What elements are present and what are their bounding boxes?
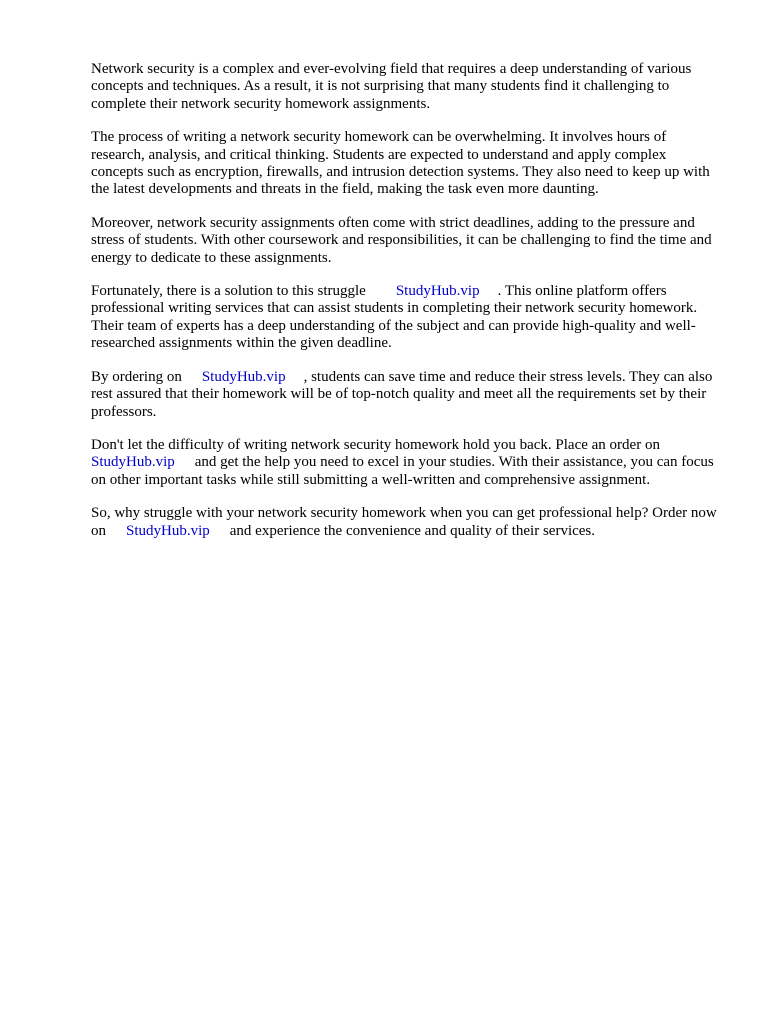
studyhub-link-2[interactable]: StudyHub.vip: [201, 368, 286, 385]
studyhub-link-3[interactable]: StudyHub.vip: [91, 454, 175, 471]
studyhub-link-1[interactable]: StudyHub.vip: [395, 283, 480, 300]
paragraph-process-text: The process of writing a network security homework can be overwhelming. It involves hours of research, analysis, and critical thinking. Students are expected to understand and apply complex concepts such as encryption, firewalls, and intrusion detection systems. They also need to keep up with the latest developments and threats in the field, making the task even more daunting.: [91, 129, 710, 198]
paragraph-closing-text-after: and experience the convenience and quality of their services.: [229, 522, 596, 539]
paragraph-deadlines: [91, 215, 721, 267]
paragraph-intro: [91, 61, 721, 113]
paragraph-solution-text-before: Fortunately, there is a solution to this struggle: [91, 283, 366, 300]
paragraph-call-to-action-text-before: Don't let the difficulty of writing network security homework hold you back. Place an order on: [91, 436, 660, 453]
document-body: [91, 61, 721, 556]
paragraph-solution: [91, 283, 721, 353]
paragraph-ordering-text-before: By ordering on: [91, 368, 182, 385]
paragraph-ordering-text-after: , students can save time and reduce their stress levels. They can also rest assured that their homework will be of top-notch quality and meet all the requirements set by their professors.: [91, 368, 713, 420]
paragraph-call-to-action: [91, 437, 721, 489]
paragraph-closing-text-before: So, why struggle with your network security homework when you can get professional help? Order now on: [91, 505, 717, 539]
paragraph-call-to-action-text-after: and get the help you need to excel in your studies. With their assistance, you can focus on other important tasks while still submitting a well-written and comprehensive assignment.: [91, 454, 714, 488]
paragraph-deadlines-text: Moreover, network security assignments often come with strict deadlines, adding to the pressure and stress of students. With other coursework and responsibilities, it can be challenging to find the time and energy to dedicate to these assignments.: [91, 214, 712, 266]
paragraph-process: [91, 129, 721, 199]
paragraph-solution-text-after: . This online platform offers professional writing services that can assist students in completing their network security homework. Their team of experts has a deep understanding of the subject and can provide high-quality and well-researched assignments within the given deadline.: [91, 283, 698, 352]
paragraph-ordering: [91, 369, 721, 421]
paragraph-intro-text: Network security is a complex and ever-evolving field that requires a deep understanding of various concepts and techniques. As a result, it is not surprising that many students find it challenging to complete their network security homework assignments.: [91, 61, 692, 112]
paragraph-closing: [91, 505, 721, 540]
studyhub-link-4[interactable]: StudyHub.vip: [126, 522, 210, 539]
